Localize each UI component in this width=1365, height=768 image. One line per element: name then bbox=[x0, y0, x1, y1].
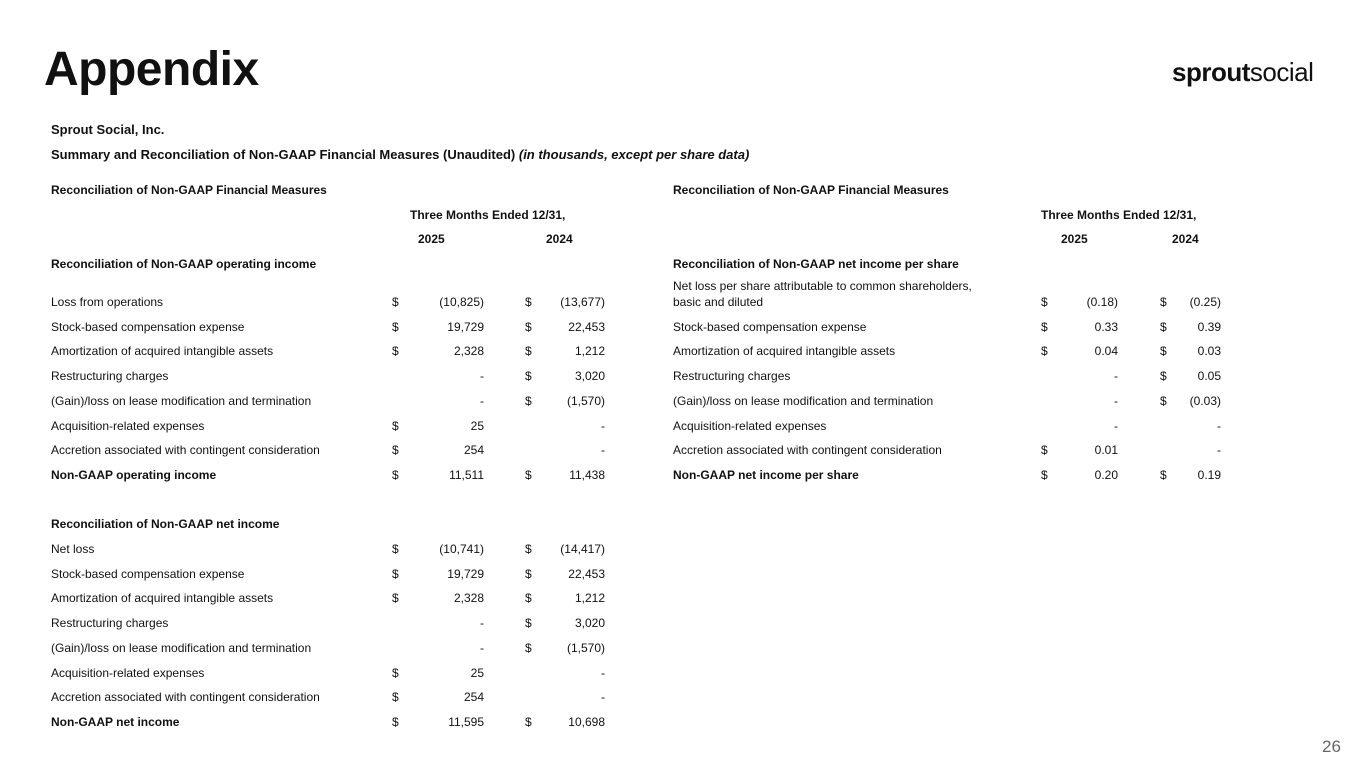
row-label: Stock-based compensation expense bbox=[673, 319, 867, 334]
logo-light: social bbox=[1249, 57, 1314, 87]
currency-2024: $ bbox=[1160, 467, 1167, 482]
row-label: (Gain)/loss on lease modification and termination bbox=[51, 393, 312, 408]
value-2025: 254 bbox=[463, 690, 484, 705]
value-2024: 22,453 bbox=[568, 319, 605, 334]
value-2024: (0.25) bbox=[1189, 295, 1221, 309]
sproutsocial-logo bbox=[1172, 57, 1313, 87]
value-2025: - bbox=[480, 369, 484, 384]
value-2025: - bbox=[480, 640, 484, 655]
currency-2025: $ bbox=[392, 542, 399, 556]
currency-2025: $ bbox=[392, 665, 399, 680]
value-2024: 1,212 bbox=[574, 344, 605, 359]
subtitle-text: Summary and Reconciliation of Non-GAAP Financial Measures (Unaudited) bbox=[51, 147, 516, 162]
right-year-2024: 2024 bbox=[1172, 232, 1199, 246]
value-2025: 25 bbox=[470, 418, 484, 433]
value-2025: - bbox=[480, 616, 484, 631]
currency-2025: $ bbox=[392, 566, 399, 581]
table-row bbox=[673, 468, 1233, 488]
report-subtitle bbox=[51, 147, 749, 162]
table-row bbox=[51, 320, 611, 340]
logo-bold: sprout bbox=[1172, 57, 1250, 87]
table-row bbox=[51, 690, 611, 710]
row-label: Stock-based compensation expense bbox=[51, 566, 245, 581]
value-2024: 3,020 bbox=[574, 616, 605, 631]
table-row bbox=[51, 616, 611, 636]
value-2025: 11,511 bbox=[449, 467, 484, 482]
left-section-title: Reconciliation of Non-GAAP Financial Measures bbox=[51, 183, 327, 197]
currency-2024: $ bbox=[525, 344, 532, 359]
net-income-title: Reconciliation of Non-GAAP net income bbox=[51, 517, 280, 531]
left-year-2024: 2024 bbox=[546, 232, 573, 246]
table-row bbox=[51, 591, 611, 611]
company-name: Sprout Social, Inc. bbox=[51, 122, 165, 137]
value-2025: 11,595 bbox=[448, 714, 484, 729]
value-2024: 0.39 bbox=[1197, 319, 1221, 334]
table-row bbox=[51, 715, 611, 735]
currency-2024: $ bbox=[1160, 295, 1167, 309]
table-row bbox=[51, 542, 611, 562]
value-2024: (13,677) bbox=[560, 295, 605, 309]
currency-2024: $ bbox=[1160, 369, 1167, 384]
value-2025: 0.33 bbox=[1094, 319, 1118, 334]
currency-2024: $ bbox=[525, 319, 532, 334]
currency-2025: $ bbox=[392, 418, 399, 433]
currency-2025: $ bbox=[1041, 443, 1048, 458]
currency-2025: $ bbox=[392, 714, 399, 729]
currency-2025: $ bbox=[1041, 344, 1048, 359]
table-row bbox=[51, 394, 611, 414]
row-label: Loss from operations bbox=[51, 295, 164, 309]
value-2024: 3,020 bbox=[574, 369, 605, 384]
currency-2025: $ bbox=[392, 295, 399, 309]
table-row bbox=[51, 419, 611, 439]
row-label: Acquisition-related expenses bbox=[51, 418, 205, 433]
table-row bbox=[51, 468, 611, 488]
value-2024: 10,698 bbox=[568, 714, 605, 729]
value-2025: (0.18) bbox=[1086, 295, 1118, 309]
currency-2025: $ bbox=[392, 443, 399, 458]
currency-2024: $ bbox=[1160, 344, 1167, 359]
table-row bbox=[673, 443, 1233, 463]
row-label: Amortization of acquired intangible assets bbox=[51, 591, 274, 606]
table-row bbox=[51, 666, 611, 686]
value-2024: - bbox=[1217, 418, 1221, 433]
row-label: Non-GAAP operating income bbox=[51, 467, 217, 482]
value-2024: - bbox=[601, 443, 605, 458]
table-row bbox=[51, 344, 611, 364]
left-period-header: Three Months Ended 12/31, bbox=[410, 208, 566, 222]
currency-2024: $ bbox=[525, 467, 532, 482]
row-label: Acquisition-related expenses bbox=[51, 665, 205, 680]
value-2025: 25 bbox=[470, 665, 484, 680]
row-label: Acquisition-related expenses bbox=[673, 418, 827, 433]
row-label: (Gain)/loss on lease modification and termination bbox=[51, 640, 312, 655]
currency-2024: $ bbox=[525, 566, 532, 581]
currency-2024: $ bbox=[525, 591, 532, 606]
value-2024: (1,570) bbox=[566, 393, 605, 408]
value-2024: 11,438 bbox=[569, 467, 605, 482]
row-label: Non-GAAP net income bbox=[51, 714, 180, 729]
value-2025: - bbox=[1114, 369, 1118, 384]
row-label: Accretion associated with contingent consideration bbox=[51, 690, 320, 705]
table-row bbox=[51, 443, 611, 463]
currency-2025: $ bbox=[1041, 467, 1048, 482]
currency-2024: $ bbox=[525, 640, 532, 655]
value-2025: 0.01 bbox=[1094, 443, 1118, 458]
currency-2025: $ bbox=[392, 319, 399, 334]
row-label: Restructuring charges bbox=[51, 369, 169, 384]
row-label: Net loss per share attributable to common shareholders, bbox=[673, 279, 972, 293]
currency-2025: $ bbox=[392, 467, 399, 482]
value-2025: - bbox=[1114, 418, 1118, 433]
table-row bbox=[673, 320, 1233, 340]
currency-2025: $ bbox=[392, 344, 399, 359]
value-2024: - bbox=[601, 665, 605, 680]
row-label: Amortization of acquired intangible assets bbox=[51, 344, 274, 359]
value-2025: 2,328 bbox=[453, 591, 484, 606]
currency-2025: $ bbox=[1041, 319, 1048, 334]
value-2025: - bbox=[480, 393, 484, 408]
row-label-continued: basic and diluted bbox=[673, 295, 764, 309]
operating-income-title: Reconciliation of Non-GAAP operating income bbox=[51, 257, 317, 271]
table-row bbox=[51, 567, 611, 587]
value-2024: - bbox=[601, 690, 605, 705]
row-label: Restructuring charges bbox=[51, 616, 169, 631]
table-row bbox=[673, 419, 1233, 439]
value-2025: 19,729 bbox=[447, 566, 484, 581]
currency-2024: $ bbox=[525, 542, 532, 556]
value-2024: 22,453 bbox=[568, 566, 605, 581]
subtitle-note: (in thousands, except per share data) bbox=[518, 147, 750, 162]
row-label: Non-GAAP net income per share bbox=[673, 467, 859, 482]
currency-2024: $ bbox=[525, 369, 532, 384]
table-row bbox=[51, 369, 611, 389]
table-row bbox=[673, 279, 1233, 315]
row-label: Restructuring charges bbox=[673, 369, 791, 384]
value-2025: (10,825) bbox=[439, 295, 484, 309]
value-2024: 1,212 bbox=[574, 591, 605, 606]
row-label: Net loss bbox=[51, 542, 95, 556]
table-row bbox=[673, 394, 1233, 414]
table-row bbox=[673, 369, 1233, 389]
currency-2024: $ bbox=[525, 295, 532, 309]
page-number: 26 bbox=[1322, 737, 1341, 756]
value-2024: 0.03 bbox=[1197, 344, 1221, 359]
value-2025: 0.04 bbox=[1094, 344, 1118, 359]
value-2024: - bbox=[1217, 443, 1221, 458]
table-row bbox=[673, 344, 1233, 364]
value-2024: - bbox=[601, 418, 605, 433]
currency-2024: $ bbox=[1160, 393, 1167, 408]
currency-2025: $ bbox=[392, 690, 399, 705]
right-period-header: Three Months Ended 12/31, bbox=[1041, 208, 1197, 222]
value-2025: 254 bbox=[463, 443, 484, 458]
value-2025: 2,328 bbox=[453, 344, 484, 359]
per-share-title: Reconciliation of Non-GAAP net income per share bbox=[673, 257, 959, 271]
row-label: Amortization of acquired intangible assets bbox=[673, 344, 896, 359]
row-label: Accretion associated with contingent consideration bbox=[673, 443, 942, 458]
value-2025: 19,729 bbox=[447, 319, 484, 334]
right-section-title: Reconciliation of Non-GAAP Financial Measures bbox=[673, 183, 949, 197]
value-2025: 0.20 bbox=[1094, 467, 1118, 482]
value-2024: (0.03) bbox=[1189, 393, 1221, 408]
currency-2025: $ bbox=[1041, 295, 1048, 309]
value-2024: 0.19 bbox=[1197, 467, 1221, 482]
currency-2024: $ bbox=[525, 393, 532, 408]
value-2024: (14,417) bbox=[560, 542, 605, 556]
currency-2024: $ bbox=[525, 714, 532, 729]
value-2025: - bbox=[1114, 393, 1118, 408]
currency-2024: $ bbox=[525, 616, 532, 631]
left-year-2025: 2025 bbox=[418, 232, 445, 246]
row-label: (Gain)/loss on lease modification and termination bbox=[673, 393, 934, 408]
row-label: Stock-based compensation expense bbox=[51, 319, 245, 334]
row-label: Accretion associated with contingent consideration bbox=[51, 443, 320, 458]
currency-2024: $ bbox=[1160, 319, 1167, 334]
value-2025: (10,741) bbox=[439, 542, 484, 556]
value-2024: (1,570) bbox=[566, 640, 605, 655]
value-2024: 0.05 bbox=[1197, 369, 1221, 384]
right-year-2025: 2025 bbox=[1061, 232, 1088, 246]
table-row bbox=[51, 295, 611, 315]
currency-2025: $ bbox=[392, 591, 399, 606]
table-row bbox=[51, 641, 611, 661]
page-title: Appendix bbox=[44, 43, 259, 96]
